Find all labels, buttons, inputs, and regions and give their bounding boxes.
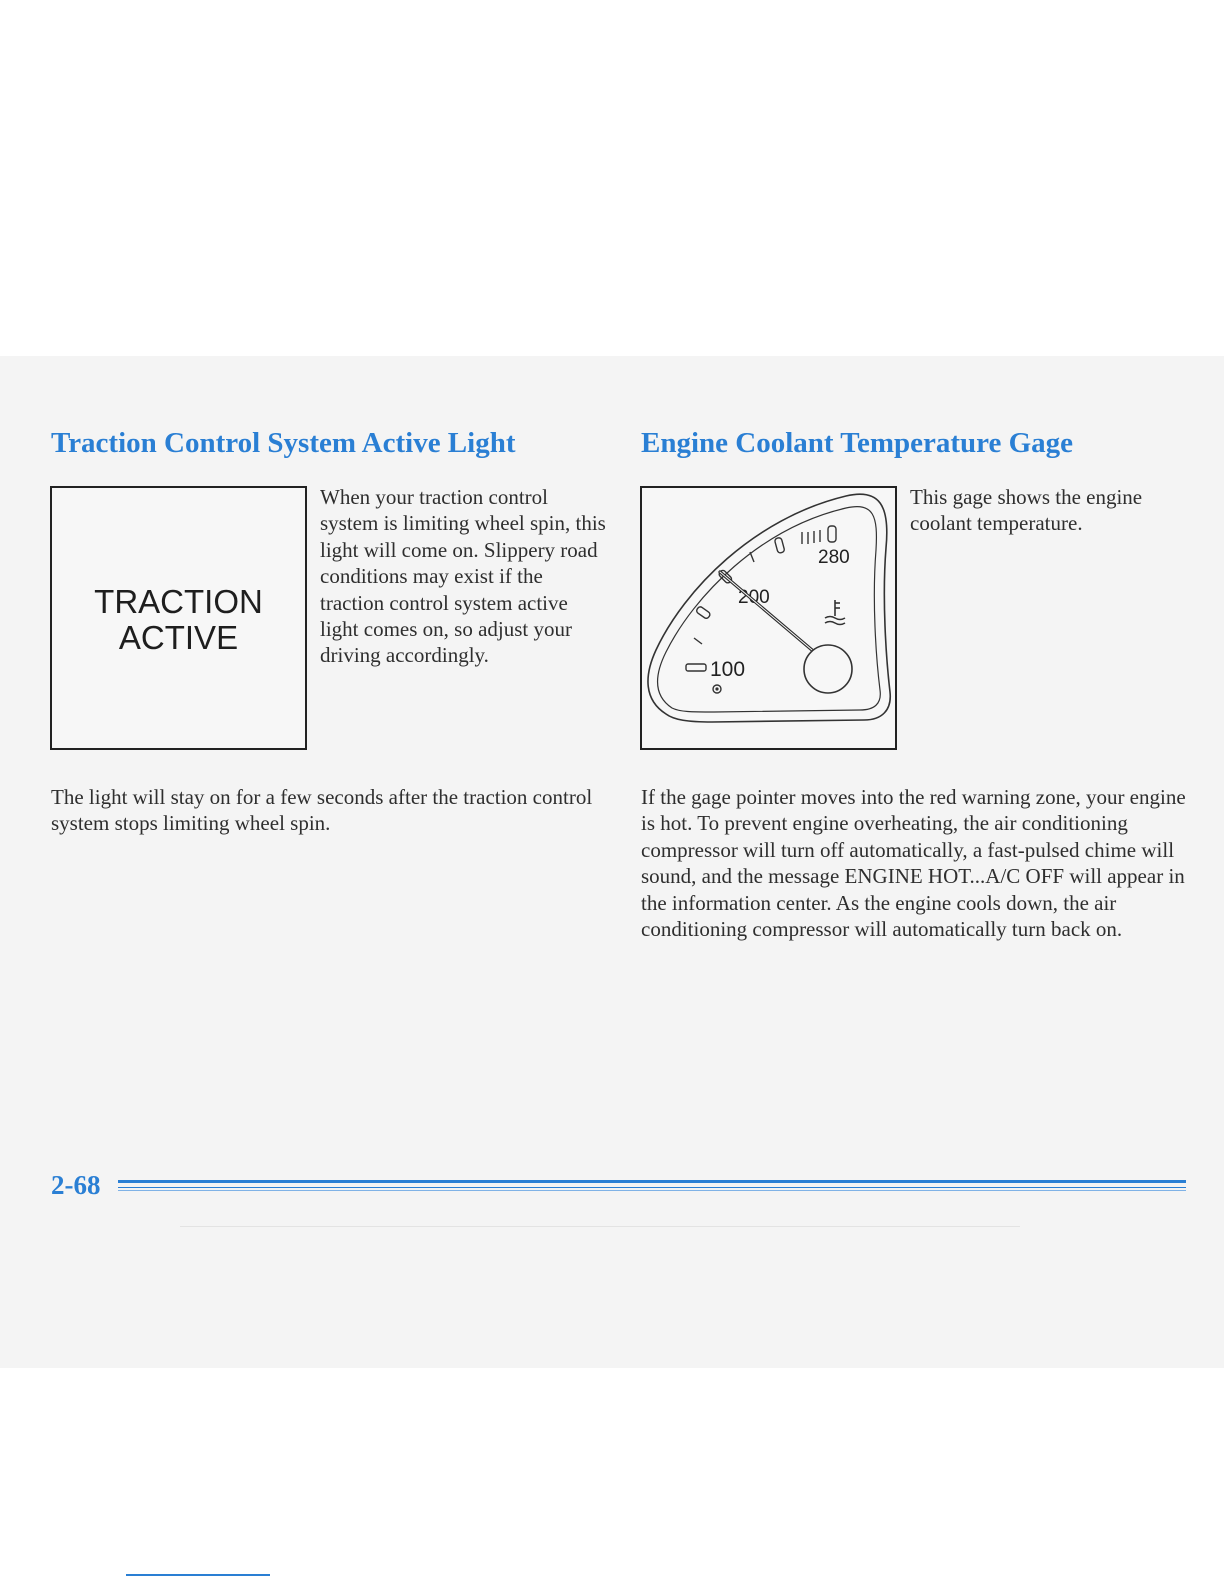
traction-indicator-label [52, 584, 305, 656]
coolant-paragraph-1: This gage shows the engine coolant temperature. [910, 485, 1143, 536]
gauge-pointer-pivot [804, 645, 852, 693]
tick-1 [694, 638, 702, 644]
coolant-gauge-figure [640, 486, 897, 750]
coolant-heading: Engine Coolant Temperature Gage [641, 427, 1074, 459]
tick-10 [828, 526, 836, 542]
gauge-label-200: 200 [738, 587, 770, 608]
coolant-paragraph-2: If the gage pointer moves into the red warning zone, your engine is hot. To prevent engine overheating, the air conditioning compressor will turn off automatically, a fast-pulsed chime will sound, and the message ENGINE HOT...A/C OFF will appear in the information center. As the engine cools down, the air conditioning compressor will automatically turn back on. [641, 785, 1186, 942]
coolant-gauge-illustration [642, 488, 895, 748]
traction-label-line2: ACTIVE [118, 619, 239, 656]
cold-bar-icon [686, 664, 706, 671]
footer-rule [118, 1180, 1186, 1192]
traction-heading: Traction Control System Active Light [51, 427, 516, 459]
tick-2 [696, 606, 711, 620]
traction-paragraph-1: When your traction control system is limiting wheel spin, this light will come on. Slippery road conditions may exist if the traction control system active light comes on, so adjust your driving accordingly. [320, 485, 606, 668]
page-number: 2-68 [51, 1170, 101, 1200]
traction-indicator-box [50, 486, 307, 750]
tick-5 [774, 537, 785, 553]
coolant-temperature-icon [825, 600, 845, 625]
bottom-corner-rule [126, 1574, 270, 1576]
gauge-label-280: 280 [818, 547, 850, 568]
gauge-bezel-outer [648, 494, 890, 722]
traction-paragraph-2: The light will stay on for a few seconds after the traction control system stops limiting wheel spin. [51, 785, 593, 836]
faint-divider [180, 1226, 1020, 1227]
tick-4 [750, 552, 754, 562]
gauge-label-100: 100 [710, 658, 746, 681]
traction-label-line1: TRACTION [94, 583, 263, 620]
